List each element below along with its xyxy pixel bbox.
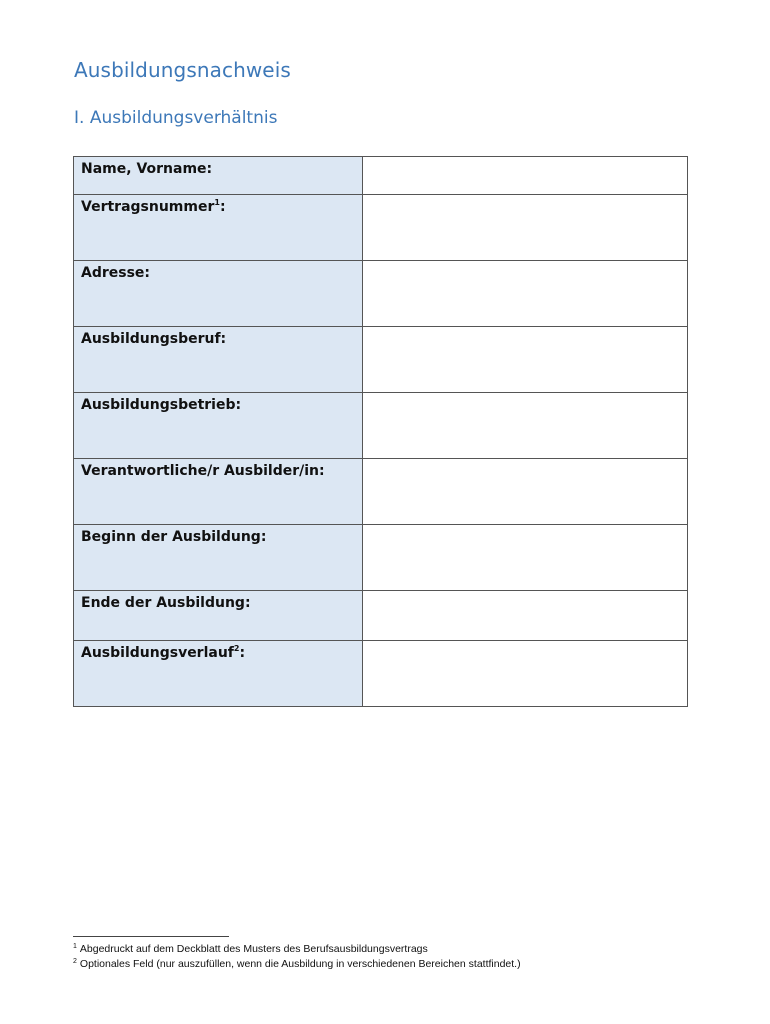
field-label-text: Verantwortliche/r Ausbilder/in: bbox=[81, 463, 325, 479]
field-label-suffix: : bbox=[239, 645, 246, 661]
footnote-marker: 2 bbox=[73, 958, 77, 965]
table-row bbox=[74, 591, 688, 641]
table-row bbox=[74, 157, 688, 195]
footnote-1 bbox=[73, 942, 521, 957]
table-row bbox=[74, 327, 688, 393]
field-value-occupation[interactable] bbox=[363, 327, 688, 393]
field-label-training-course bbox=[74, 641, 363, 707]
field-label-text: Ausbildungsbetrieb: bbox=[81, 397, 242, 413]
field-value-address[interactable] bbox=[363, 261, 688, 327]
footnote-2 bbox=[73, 957, 521, 972]
field-label-contract-number bbox=[74, 195, 363, 261]
footnote-text: Optionales Feld (nur auszufüllen, wenn die Ausbildung in verschiedenen Bereichen stattfindet.) bbox=[79, 958, 521, 970]
field-value-trainer[interactable] bbox=[363, 459, 688, 525]
table-row bbox=[74, 525, 688, 591]
table-row bbox=[74, 261, 688, 327]
footnotes bbox=[73, 942, 521, 972]
field-label-text: Adresse: bbox=[81, 265, 151, 281]
footnote-separator bbox=[73, 936, 229, 937]
table-row bbox=[74, 641, 688, 707]
field-label-trainer bbox=[74, 459, 363, 525]
field-label-company bbox=[74, 393, 363, 459]
document-title: Ausbildungsnachweis bbox=[74, 58, 291, 82]
field-label-end-date bbox=[74, 591, 363, 641]
field-value-name[interactable] bbox=[363, 157, 688, 195]
footnote-text: Abgedruckt auf dem Deckblatt des Musters des Berufsausbildungsvertrags bbox=[79, 943, 428, 955]
field-value-contract-number[interactable] bbox=[363, 195, 688, 261]
field-value-start-date[interactable] bbox=[363, 525, 688, 591]
field-label-text: Ausbildungsverlauf bbox=[81, 645, 234, 661]
field-value-training-course[interactable] bbox=[363, 641, 688, 707]
field-label-text: Beginn der Ausbildung: bbox=[81, 529, 267, 545]
footnote-marker: 1 bbox=[73, 943, 77, 950]
field-label-occupation bbox=[74, 327, 363, 393]
field-value-company[interactable] bbox=[363, 393, 688, 459]
apprenticeship-form-table bbox=[73, 156, 688, 707]
section-heading: I. Ausbildungsverhältnis bbox=[74, 108, 278, 128]
table-row bbox=[74, 393, 688, 459]
field-label-name bbox=[74, 157, 363, 195]
table-row bbox=[74, 195, 688, 261]
footnote-marker: 1 bbox=[214, 198, 220, 207]
field-label-suffix: : bbox=[219, 199, 226, 215]
field-value-end-date[interactable] bbox=[363, 591, 688, 641]
field-label-text: Ende der Ausbildung: bbox=[81, 595, 251, 611]
field-label-start-date bbox=[74, 525, 363, 591]
field-label-text: Vertragsnummer bbox=[81, 199, 215, 215]
field-label-address bbox=[74, 261, 363, 327]
footnote-marker: 2 bbox=[233, 644, 240, 653]
table-row bbox=[74, 459, 688, 525]
field-label-text: Ausbildungsberuf: bbox=[81, 331, 227, 347]
field-label-text: Name, Vorname: bbox=[81, 161, 213, 177]
